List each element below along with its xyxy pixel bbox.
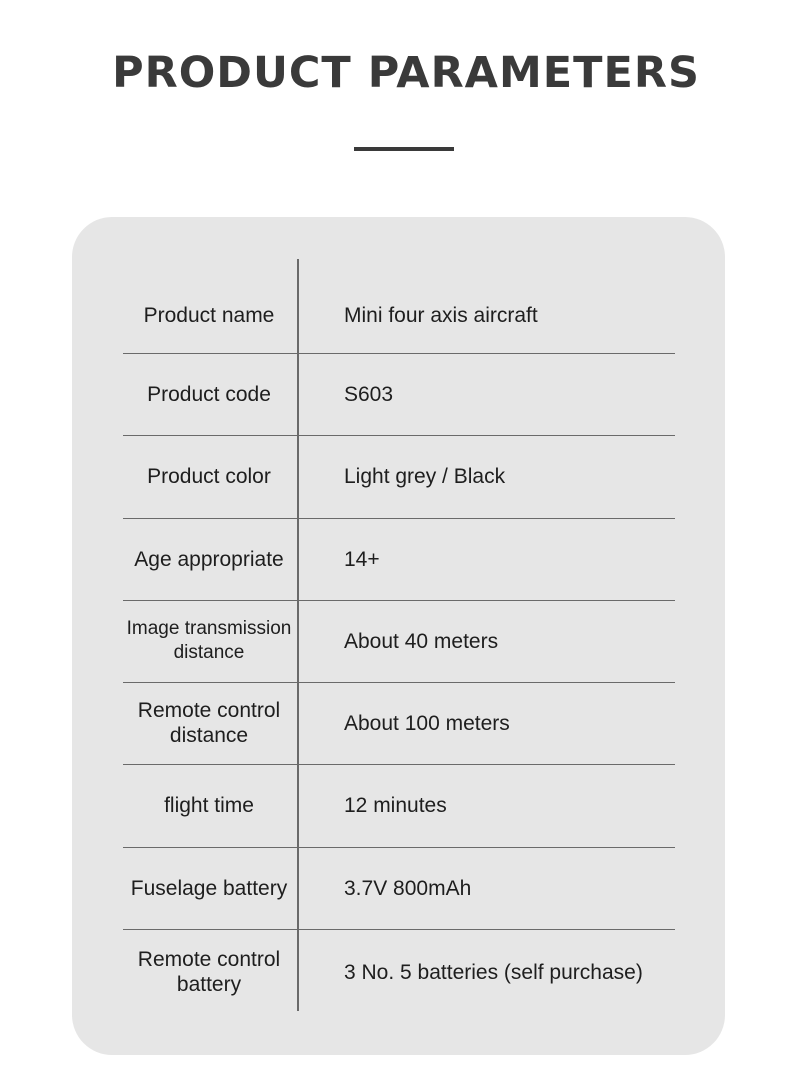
parameter-label: Remote control distance (137, 699, 281, 747)
parameter-value-cell (344, 929, 675, 1015)
table-row (123, 764, 675, 847)
parameter-value: About 100 meters (344, 711, 510, 735)
parameter-value-cell (344, 353, 675, 435)
parameter-label: Image transmission distance (126, 618, 292, 663)
page-title: PRODUCT PARAMETERS (112, 48, 700, 98)
parameter-label-cell (123, 764, 295, 847)
parameter-value-cell (344, 518, 675, 600)
parameter-value: 14+ (344, 547, 380, 571)
parameter-label: Remote control battery (137, 948, 281, 996)
parameter-label-cell (123, 435, 295, 518)
parameter-value: Light grey / Black (344, 465, 506, 488)
parameter-label: Product code (147, 382, 271, 406)
parameter-label: Age appropriate (134, 547, 284, 571)
parameter-value: Mini four axis aircraft (344, 303, 538, 327)
table-row (123, 353, 675, 435)
table-row (123, 682, 675, 764)
parameter-label-cell (123, 847, 295, 929)
parameter-label-cell (123, 518, 295, 600)
table-row (123, 518, 675, 600)
parameter-value-cell (344, 682, 675, 764)
parameter-value: 3 No. 5 batteries (self purchase) (344, 960, 643, 984)
parameter-label-cell (123, 353, 295, 435)
parameter-value: 12 minutes (344, 794, 447, 817)
parameter-label-cell (123, 277, 295, 353)
table-row (123, 929, 675, 1015)
parameter-value-cell (344, 435, 675, 518)
parameter-value: About 40 meters (344, 629, 499, 653)
parameter-label: Product color (147, 465, 271, 488)
table-row (123, 277, 675, 353)
parameter-value-cell (344, 277, 675, 353)
parameter-label-cell (123, 600, 295, 682)
parameter-label: flight time (164, 794, 254, 817)
parameter-value: S603 (344, 382, 394, 406)
parameter-label: Product name (143, 303, 275, 327)
table-row (123, 435, 675, 518)
parameter-label: Fuselage battery (130, 876, 288, 900)
table-row (123, 847, 675, 929)
table-row (123, 600, 675, 682)
parameter-value: 3.7V 800mAh (344, 876, 472, 900)
parameter-label-cell (123, 929, 295, 1015)
parameter-value-cell (344, 764, 675, 847)
parameter-value-cell (344, 600, 675, 682)
parameter-value-cell (344, 847, 675, 929)
title-underline (354, 147, 454, 151)
parameter-label-cell (123, 682, 295, 764)
